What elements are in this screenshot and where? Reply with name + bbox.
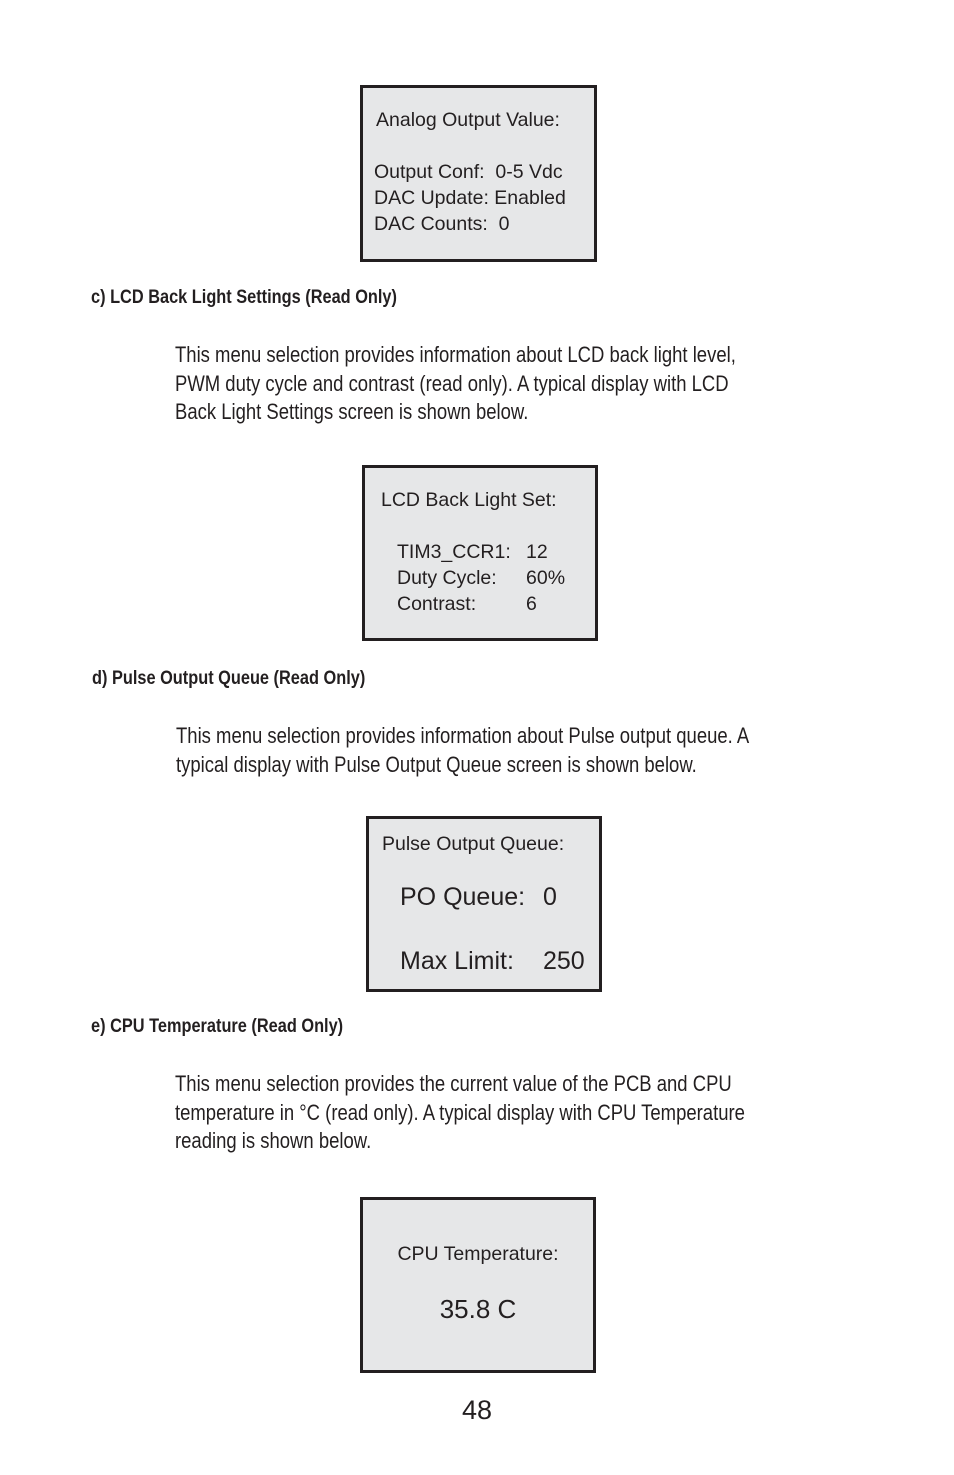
lcd-row-label: TIM3_CCR1: [397, 541, 511, 563]
paragraph-line: PWM duty cycle and contrast (read only). A typical display with LCD [175, 370, 729, 396]
paragraph-line: temperature in °C (read only). A typical display with CPU Temperature [175, 1099, 745, 1125]
lcd-row-label: Contrast: [397, 593, 477, 615]
lcd-row-value: 12 [526, 541, 548, 563]
paragraph-line: This menu selection provides information about LCD back light level, [175, 342, 736, 367]
lcd-row-value: 60% [526, 567, 566, 589]
paragraph-line: reading is shown below. [175, 1128, 372, 1153]
section-paragraph-c [175, 341, 864, 427]
section-heading-d: d) Pulse Output Queue (Read Only) [92, 668, 366, 689]
lcd-cpu-temperature [360, 1197, 596, 1373]
section-paragraph-d [176, 722, 865, 779]
lcd-row-value: 0 [543, 883, 557, 911]
paragraph-line: This menu selection provides information about Pulse output queue. A [176, 723, 750, 748]
paragraph-line: Back Light Settings screen is shown below. [175, 399, 529, 424]
lcd-analog-output [360, 85, 597, 262]
page-number: 48 [461, 1395, 493, 1425]
lcd-row-label: Max Limit: [400, 947, 514, 975]
paragraph-line: typical display with Pulse Output Queue screen is shown below. [176, 751, 697, 777]
section-heading-c: c) LCD Back Light Settings (Read Only) [91, 287, 397, 308]
lcd-title: Pulse Output Queue: [382, 833, 565, 855]
lcd-line-dac-update: DAC Update: Enabled [374, 187, 566, 209]
lcd-title: Analog Output Value: [376, 109, 560, 131]
lcd-row-label: Duty Cycle: [397, 567, 497, 589]
lcd-pulse-output-queue [366, 816, 602, 992]
lcd-title: CPU Temperature: [397, 1243, 559, 1265]
lcd-title: LCD Back Light Set: [381, 489, 557, 511]
section-paragraph-e [175, 1070, 864, 1156]
lcd-line-dac-counts: DAC Counts: 0 [374, 213, 510, 235]
lcd-row-value: 6 [526, 593, 537, 615]
paragraph-line: This menu selection provides the current value of the PCB and CPU [175, 1071, 732, 1096]
lcd-row-value: 250 [543, 947, 585, 975]
cpu-temperature-value: 35.8 C [439, 1294, 517, 1324]
lcd-line-output-conf: Output Conf: 0-5 Vdc [374, 161, 563, 183]
section-heading-e: e) CPU Temperature (Read Only) [91, 1016, 344, 1037]
lcd-row-label: PO Queue: [400, 883, 526, 911]
lcd-backlight-settings [362, 465, 598, 641]
